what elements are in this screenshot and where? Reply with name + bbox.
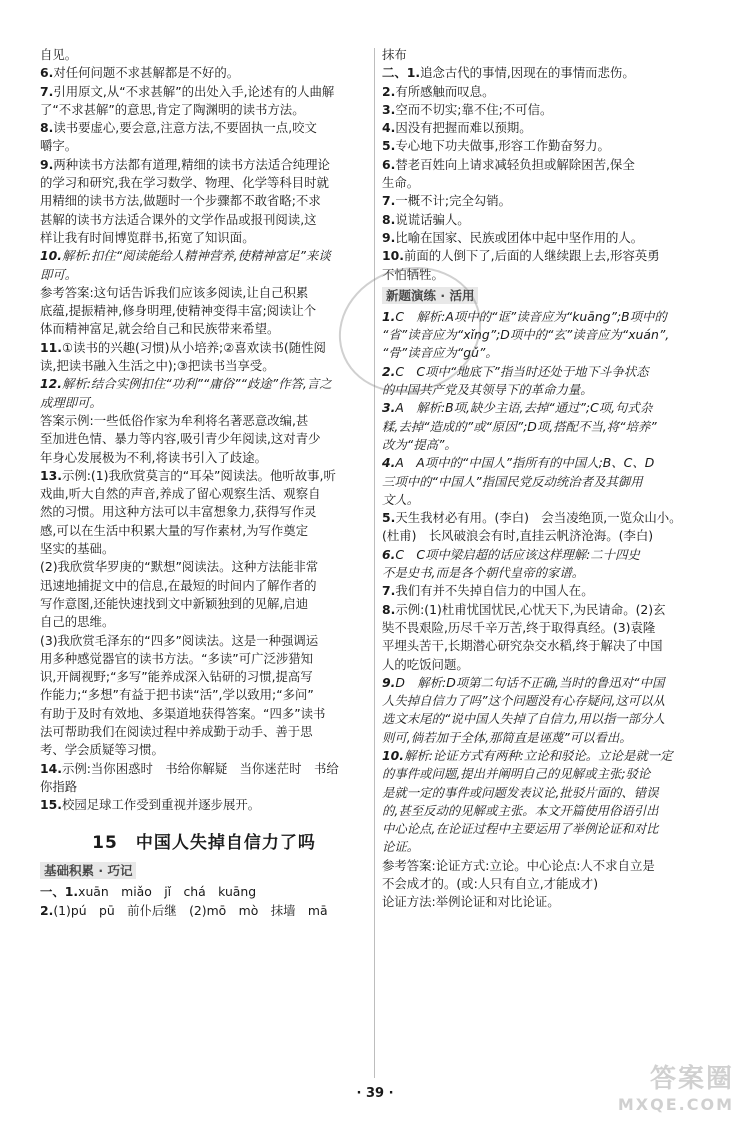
text-line: 9.D 解析:D项第二句话不正确,当时的鲁迅对“中国: [382, 674, 665, 690]
text-line: 样让我有时间博览群书,拓宽了知识面。: [40, 229, 255, 245]
question-number: 15.: [40, 797, 62, 813]
text-line: 10.解析:扣住“阅读能给人精神营养,使精神富足”来谈: [40, 248, 331, 264]
text-line: 9.比喻在国家、民族或团体中起中坚作用的人。: [382, 229, 644, 245]
text-line: (3)我欣赏毛泽东的“四多”阅读法。这是一种强调运: [40, 632, 319, 648]
text-line: 参考答案:这句话告诉我们应该多阅读,让自己积累: [40, 284, 309, 300]
text-line: 8.读书要虚心,要会意,注意方法,不要固执一点,咬文: [40, 120, 317, 136]
text-line: 二、1.追念古代的事情,因现在的事情而悲伤。: [382, 65, 635, 81]
question-number: 8.: [40, 120, 54, 136]
question-number: 13.: [40, 467, 62, 483]
question-number: 10.: [40, 248, 62, 264]
text-line: 答案示例:一些低俗作家为牟利将名著恶意改编,甚: [40, 412, 309, 428]
text-line: 5.天生我材必有用。(李白) 会当凌绝顶,一览众山小。: [382, 510, 682, 526]
text-line: 的中国共产党及其领导下的革命力量。: [382, 382, 593, 398]
text-line: 用精细的读书方法,做题时一个步骤都不敢省略;不求: [40, 193, 321, 209]
question-number: 9.: [382, 229, 396, 245]
left-tail-lines: [40, 883, 368, 920]
text-line: 文人。: [382, 491, 420, 507]
text-line: 你指路: [40, 778, 78, 794]
question-number: 8.: [382, 211, 396, 227]
text-line: 11.①读书的兴趣(习惯)从小培养;②喜欢读书(随性阅: [40, 339, 326, 355]
text-line: 然的习惯。用这种方法可以丰富想象力,获得写作灵: [40, 504, 317, 520]
question-number: 3.: [382, 400, 396, 416]
question-number: 11.: [40, 339, 62, 355]
text-line: 读,把读书融入生活之中);③把读书当享受。: [40, 358, 275, 374]
text-line: 9.两种读书方法都有道理,精细的读书方法适合纯理论: [40, 156, 330, 172]
left-column: [40, 46, 368, 920]
question-number: 2.: [382, 83, 396, 99]
question-number: 8.: [382, 601, 396, 617]
text-line: 三项中的“中国人”指国民党反动统治者及其御用: [382, 473, 643, 489]
page-number: · 39 ·: [356, 1086, 394, 1101]
text-line: 了“不求甚解”的意思,肯定了陶渊明的读书方法。: [40, 101, 305, 117]
text-line: 不怕牺牲。: [382, 266, 444, 282]
text-line: 不是史书,而是各个朝代皇帝的家谱。: [382, 565, 585, 581]
text-line: 2.C C项中“地底下”指当时还处于地下斗争状态: [382, 363, 649, 379]
question-number: 1.: [382, 308, 396, 324]
question-number: 6.: [40, 65, 54, 81]
text-line: 不会成才的。(或:人只有自立,才能成才): [382, 876, 599, 892]
text-line: 平埋头苦干,长期潜心研究杂交水稻,终于解决了中国: [382, 638, 663, 654]
right-head-lines: [382, 46, 712, 284]
text-line: 年身心发展极为不利,将读书引入了歧途。: [40, 449, 267, 465]
column-divider: [374, 48, 375, 1078]
text-line: 识,开阔视野;“多写”能养成深入钻研的习惯,提高写: [40, 669, 313, 685]
text-line: 甚解的读书方法适合课外的文学作品或报刊阅读,这: [40, 211, 317, 227]
text-line: 6.替老百姓向上请求减轻负担或解除困苦,保全: [382, 156, 635, 172]
right-rest-lines: [382, 308, 712, 912]
text-line: 12.解析:结合实例扣住“功利”“庸俗”“歧途”作答,言之: [40, 376, 332, 392]
text-line: 改为“提高”。: [382, 436, 457, 452]
text-line: 15.校园足球工作受到重视并逐步展开。: [40, 797, 261, 813]
text-line: 成理即可。: [40, 394, 102, 410]
text-line: 7.我们有并不失掉自信力的中国人在。: [382, 583, 594, 599]
text-line: 糅,去掉“造成的”或“原因”;D项,搭配不当,将“培养”: [382, 418, 657, 434]
text-line: 人的吃饭问题。: [382, 656, 469, 672]
text-line: 7.引用原文,从“不求甚解”的出处入手,论述有的人曲解: [40, 83, 335, 99]
text-line: 7.一概不计;完全勾销。: [382, 193, 512, 209]
text-line: 的事件或问题,提出并阐明自己的见解或主张;驳论: [382, 766, 651, 782]
text-line: 一、1.xuān miǎo jǐ chá kuāng: [40, 884, 257, 900]
text-line: 1.C 解析:A项中的“诓”读音应为“kuāng”;B项中的: [382, 308, 667, 324]
text-line: 4.A A项中的“中国人”指所有的中国人;B、C、D: [382, 455, 655, 471]
text-line: 迅速地捕捉文中的信息,在最短的时间内了解作者的: [40, 577, 317, 593]
text-line: 是就一定的事件或问题发表议论,批驳片面的、错误: [382, 784, 659, 800]
section-practice-label: [382, 286, 712, 304]
question-number: 一、1.: [40, 884, 79, 900]
text-line: (2)我欣赏华罗庚的“默想”阅读法。这种方法能非常: [40, 559, 319, 575]
question-number: 12.: [40, 376, 62, 392]
left-answer-lines: [40, 46, 368, 814]
text-line: 法可帮助我们在阅读过程中养成勤于动手、善于思: [40, 723, 313, 739]
question-number: 9.: [40, 156, 54, 172]
text-line: 感,可以在生活中积累大量的写作素材,为写作奠定: [40, 522, 309, 538]
right-column: [382, 46, 712, 912]
text-line: 自己的思维。: [40, 614, 115, 630]
text-line: 论证。: [382, 839, 420, 855]
text-line: 8.说谎话骗人。: [382, 211, 470, 227]
question-number: 10.: [382, 747, 404, 763]
question-number: 3.: [382, 101, 396, 117]
text-line: 人失掉自信力了吗”这个问题没有心存疑问,这可以从: [382, 693, 665, 709]
question-number: 2.: [40, 902, 54, 918]
text-line: 6.C C项中梁启超的话应该这样理解:二十四史: [382, 546, 640, 562]
text-line: 体而精神富足,就会给自己和民族带来希望。: [40, 321, 280, 337]
watermark-line-1: 答案圈: [649, 1064, 734, 1094]
text-line: 10.解析:论证方式有两种:立论和驳论。立论是就一定: [382, 747, 673, 763]
text-line: 13.示例:(1)我欣赏莫言的“耳朵”阅读法。他听故事,听: [40, 467, 336, 483]
question-number: 4.: [382, 455, 396, 471]
text-line: 有助于及时有效地、多渠道地获得答案。“四多”读书: [40, 705, 326, 721]
text-line: 5.专心地下功夫做事,形容工作勤奋努力。: [382, 138, 610, 154]
text-line: 坚实的基础。: [40, 541, 115, 557]
text-line: 10.前面的人倒下了,后面的人继续跟上去,形容英勇: [382, 248, 660, 264]
text-line: 8.示例:(1)杜甫忧国忧民,心忧天下,为民请命。(2)玄: [382, 601, 666, 617]
text-line: 论证方法:举例论证和对比论证。: [382, 894, 560, 910]
text-line: 则可,倘若加于全体,那简直是诬蔑”可以看出。: [382, 729, 632, 745]
text-line: 参考答案:论证方式:立论。中心论点:人不求自立是: [382, 857, 655, 873]
text-line: 选文末尾的“说中国人失掉了自信力,用以指一部分人: [382, 711, 665, 727]
question-number: 4.: [382, 120, 396, 136]
question-number: 7.: [382, 193, 396, 209]
text-line: 3.A 解析:B项,缺少主语,去掉“通过”;C项,句式杂: [382, 400, 653, 416]
question-number: 5.: [382, 510, 396, 526]
text-line: 即可。: [40, 266, 78, 282]
question-number: 6.: [382, 546, 396, 562]
text-line: 考、学会质疑等习惯。: [40, 742, 164, 758]
question-number: 9.: [382, 674, 396, 690]
section-basic-label: [40, 861, 368, 879]
text-line: “省”读音应为“xǐng”;D项中的“玄”读音应为“xuán”,: [382, 327, 670, 343]
text-line: 2.(1)pú pū 前仆后继 (2)mō mò 抹墙 mā: [40, 902, 328, 918]
text-line: 底蕴,提振精神,修身明理,使精神变得丰富;阅读让个: [40, 303, 317, 319]
question-number: 6.: [382, 156, 396, 172]
text-line: 自见。: [40, 47, 78, 62]
question-number: 2.: [382, 363, 396, 379]
text-line: 2.有所感触而叹息。: [382, 83, 495, 99]
text-line: 14.示例:当你困惑时 书给你解疑 当你迷茫时 书给: [40, 760, 339, 776]
question-number: 7.: [382, 583, 396, 599]
lesson-title: 15 中国人失掉自信力了吗: [92, 833, 316, 854]
text-line: 的,甚至反动的见解或主张。本文开篇使用俗语引出: [382, 802, 659, 818]
question-number: 7.: [40, 83, 54, 99]
text-line: 的学习和研究,我在学习数学、物理、化学等科目时就: [40, 175, 329, 191]
question-number: 10.: [382, 248, 404, 264]
text-line: 3.空而不切实;靠不住;不可信。: [382, 101, 553, 117]
watermark-line-2: MXQE.COM: [617, 1095, 734, 1114]
text-line: 戏曲,听大自然的声音,养成了留心观察生活、观察自: [40, 486, 321, 502]
text-line: 生命。: [382, 175, 420, 191]
text-line: 4.因没有把握而难以预期。: [382, 120, 532, 136]
text-line: 6.对任何问题不求甚解都是不好的。: [40, 65, 240, 81]
question-number: 14.: [40, 760, 62, 776]
question-number: 5.: [382, 138, 396, 154]
question-number: 二、1.: [382, 65, 421, 81]
text-line: 作能力;“多想”有益于把书读“活”,学以致用;“多问”: [40, 687, 314, 703]
text-line: 用多种感觉器官的读书方法。“多读”可广泛涉猎知: [40, 650, 314, 666]
text-line: 抹布: [382, 47, 407, 62]
section-basic-text: 基础积累 · 巧记: [40, 862, 136, 879]
section-practice-text: 新题演练 · 活用: [382, 287, 478, 304]
text-line: (杜甫) 长风破浪会有时,直挂云帆济沧海。(李白): [382, 528, 654, 544]
text-line: 写作意图,还能快速找到文中新颖独到的见解,启迪: [40, 595, 309, 611]
text-line: 嚼字。: [40, 138, 78, 154]
text-line: 奘不畏艰险,历尽千辛万苦,终于取得真经。(3)袁隆: [382, 619, 656, 635]
text-line: 中心论点,在论证过程中主要运用了举例论证和对比: [382, 821, 659, 837]
text-line: “骨”读音应为“gǔ”。: [382, 345, 498, 361]
text-line: 至加进色情、暴力等内容,吸引青少年阅读,这对青少: [40, 431, 321, 447]
